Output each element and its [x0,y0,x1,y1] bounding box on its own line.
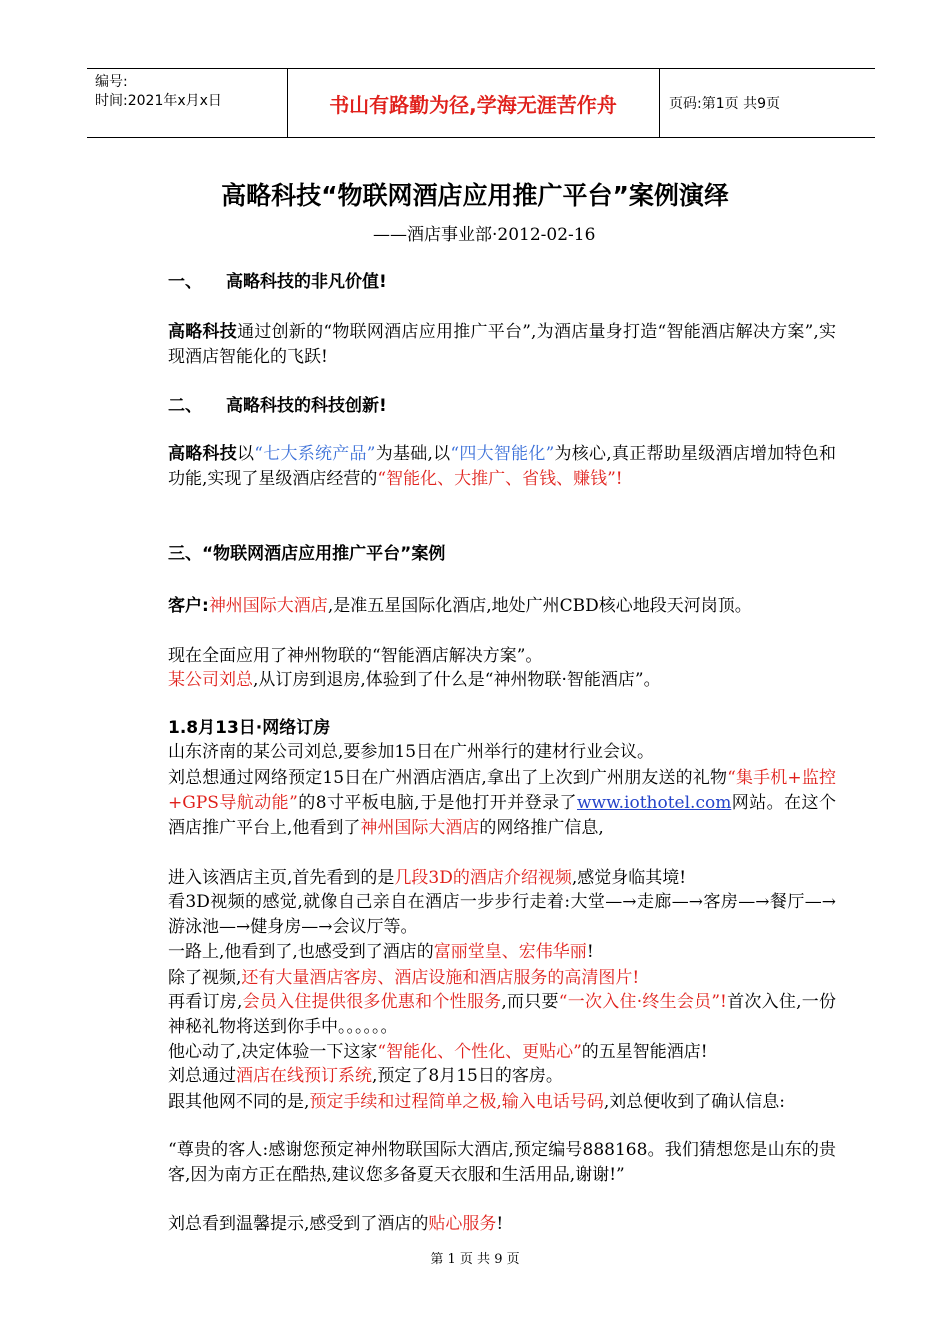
body-text: ,刘总便收到了确认信息: [603,1092,785,1112]
header-motto: 书山有路勤为径,学海无涯苦作舟 [329,92,617,117]
body-text: 刘总想通过网络预定15日在广州酒店酒店,拿出了上次到广州朋友送的礼物 [168,768,728,788]
document-subtitle: ——酒店事业部·2012-02-16 [373,225,596,245]
story-line: 看3D视频的感觉,就像自己亲自在酒店一步步行走着:大堂—→走廊—→客房—→餐厅—→游泳池—→健身房—→会议厅等。 [168,892,836,937]
highlight-text: “一次入住·终生会员”! [558,992,727,1012]
time-label: 时间:2021年x月x日 [95,93,222,109]
body-text: ,预定了8月15日的客房。 [372,1066,563,1086]
body-text: 的五星智能酒店! [581,1042,708,1062]
section-title: 高略科技的科技创新! [226,396,387,416]
hotel-name: 神州国际大酒店 [360,818,480,838]
page-footer: 第 1 页 共 9 页 [430,1252,520,1267]
highlight-text: 还有大量酒店客房、酒店设施和酒店服务的高清图片! [241,968,640,988]
header-divider [659,69,660,137]
header-page-info: 页码:第1页 共9页 [669,96,780,112]
highlight-text: “七大系统产品” [254,444,376,464]
body-text: ! [496,1214,504,1234]
section-number: 二、 [168,396,202,416]
company-name: 高略科技 [168,322,238,342]
story-line [168,866,836,891]
story-line: 山东济南的某公司刘总,要参加15日在广州举行的建材行业会议。 [168,742,655,762]
body-text: 他心动了,决定体验一下这家 [168,1042,378,1062]
website-link[interactable]: www.iothotel.com [576,793,732,813]
story-line [168,1040,836,1065]
body-text: 以 [237,444,255,464]
page-header [87,68,875,138]
person-name: 某公司刘总 [168,670,253,690]
body-text: 首次入住,一份神秘礼物将送到你手中。。。。。。 [168,992,837,1037]
body-text: 通过创新的“物联网酒店应用推广平台”,为酒店量身打造“智能酒店解决方案”,实现酒店智能化的飞跃! [168,322,837,367]
section-title: 高略科技的非凡价值! [226,272,387,292]
document-title: 高略科技“物联网酒店应用推广平台”案例演绎 [221,181,729,210]
highlight-text: 富丽堂皇、宏伟华丽 [433,942,587,962]
story-line [168,1090,836,1115]
story-line [168,1064,836,1089]
story-line [168,990,836,1040]
body-text: 网站。在这个酒店推广平台上,他看到了 [168,793,836,838]
highlight-text: “四大智能化” [450,444,555,464]
body-text: 刘总通过 [168,1066,236,1086]
client-line-2: 现在全面应用了神州物联的“智能酒店解决方案”。 [168,646,543,666]
hotel-name: 神州国际大酒店 [208,596,328,616]
section-2-heading [168,394,836,419]
highlight-text: “智能化、大推广、省钱、赚钱”! [377,469,623,489]
body-text: 为基础,以 [375,444,451,464]
story-heading: 1.8月13日·网络订房 [168,718,331,738]
body-text: 跟其他网不同的是, [168,1092,310,1112]
highlight-text: 贴心服务 [428,1214,497,1234]
body-text: 为核心,真正帮助星级酒店增加特色和功能,实现了星级酒店经营的 [168,444,837,489]
story-line [168,940,836,965]
body-text: 除了视频, [168,968,242,988]
body-text: 再看订房, [168,992,243,1012]
body-text: 的8寸平板电脑,于是他打开并登录了 [297,793,577,813]
section-2-body [168,442,836,492]
story-line [168,966,836,991]
body-text: 刘总看到温馨提示,感受到了酒店的 [168,1214,429,1234]
body-text: ! [586,942,594,962]
highlight-text: “智能化、个性化、更贴心” [377,1042,582,1062]
code-label: 编号: [95,74,128,90]
section-number: 一、 [168,272,202,292]
story-line [168,766,836,841]
body-text: ,从订房到退房,体验到了什么是“神州物联·智能酒店”。 [253,670,661,690]
body-text: 的网络推广信息, [479,818,604,838]
client-paragraph [168,594,836,619]
client-label: 客户: [168,596,209,616]
story-quote: “尊贵的客人:感谢您预定神州物联国际大酒店,预定编号888168。我们猜想您是山东的贵客,因为南方正在酷热,建议您多备夏天衣服和生活用品,谢谢!” [168,1140,836,1185]
section-1-heading [168,270,836,295]
company-name: 高略科技 [168,444,238,464]
highlight-text: 几段3D的酒店介绍视频 [394,868,572,888]
body-text: 一路上,他看到了,也感受到了酒店的 [168,942,434,962]
header-meta [95,73,222,111]
highlight-text: 预定手续和过程简单之极,输入电话号码 [309,1092,604,1112]
body-text: 进入该酒店主页,首先看到的是 [168,868,395,888]
section-1-body [168,320,836,370]
section-3-heading: 三、“物联网酒店应用推广平台”案例 [168,544,446,564]
body-text: ,而只要 [501,992,559,1012]
highlight-text: 会员入住提供很多优惠和个性服务 [242,992,502,1012]
body-text: ,是准五星国际化酒店,地处广州CBD核心地段天河岗顶。 [327,596,752,616]
highlight-text: 酒店在线预订系统 [236,1066,372,1086]
highlight-text: “集手机+监控+GPS导航动能” [168,768,836,813]
body-text: ,感觉身临其境! [571,868,687,888]
client-line-3 [168,668,836,693]
story-line [168,1212,836,1237]
